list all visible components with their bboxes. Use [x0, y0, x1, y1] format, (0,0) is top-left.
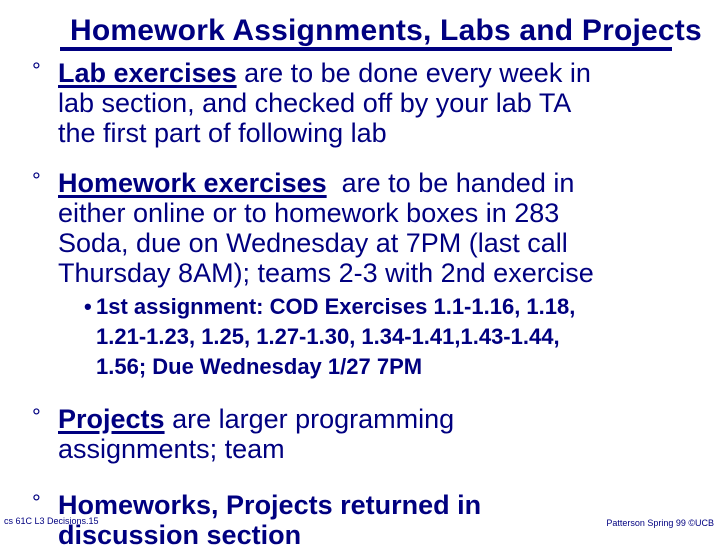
sub-bullet-marker: •	[84, 294, 92, 319]
bullet-marker: °	[32, 168, 41, 193]
bullet-text: assignments; team	[58, 434, 285, 464]
bullet-homework-exercises	[32, 168, 594, 288]
bullet-marker: °	[32, 490, 41, 515]
footer-credit: Patterson Spring 99 ©UCB	[606, 518, 714, 528]
sub-bullet-text: 1.21-1.23, 1.25, 1.27-1.30, 1.34-1.41,1.43-1.44,	[96, 324, 560, 349]
bullet-text: Thursday 8AM); teams 2-3 with 2nd exercise	[58, 258, 594, 288]
bullet-projects	[32, 404, 454, 464]
slide-title: Homework Assignments, Labs and Projects	[70, 14, 702, 47]
bullet-text: Homeworks, Projects returned in	[58, 490, 482, 520]
bullet-lab-exercises	[32, 58, 591, 148]
footer-course-label: cs 61C L3 Decisions.15	[4, 516, 99, 526]
highlight-homework-exercises: Homework exercises	[58, 168, 327, 198]
sub-bullet-text: 1.56; Due Wednesday 1/27 7PM	[96, 354, 423, 379]
bullet-text: discussion section	[58, 520, 302, 550]
bullet-text: Soda, due on Wednesday at 7PM (last call	[58, 228, 568, 258]
bullet-text: either online or to homework boxes in 283	[58, 198, 560, 228]
highlight-lab-exercises: Lab exercises	[58, 58, 237, 88]
bullet-text: lab section, and checked off by your lab TA	[58, 88, 572, 118]
bullet-marker: °	[32, 58, 41, 83]
bullet-marker: °	[32, 404, 41, 429]
bullet-text: are to be handed in	[326, 168, 575, 198]
title-underline	[60, 47, 672, 51]
sub-bullet-text: 1st assignment: COD Exercises 1.1-1.16, 1.18,	[96, 294, 576, 319]
bullet-text: the first part of following lab	[58, 118, 387, 148]
highlight-projects: Projects	[58, 404, 165, 434]
bullet-text: are larger programming	[164, 404, 455, 434]
sub-bullet-first-assignment	[84, 292, 575, 382]
bullet-homeworks-returned	[32, 490, 481, 550]
bullet-text: are to be done every week in	[236, 58, 591, 88]
